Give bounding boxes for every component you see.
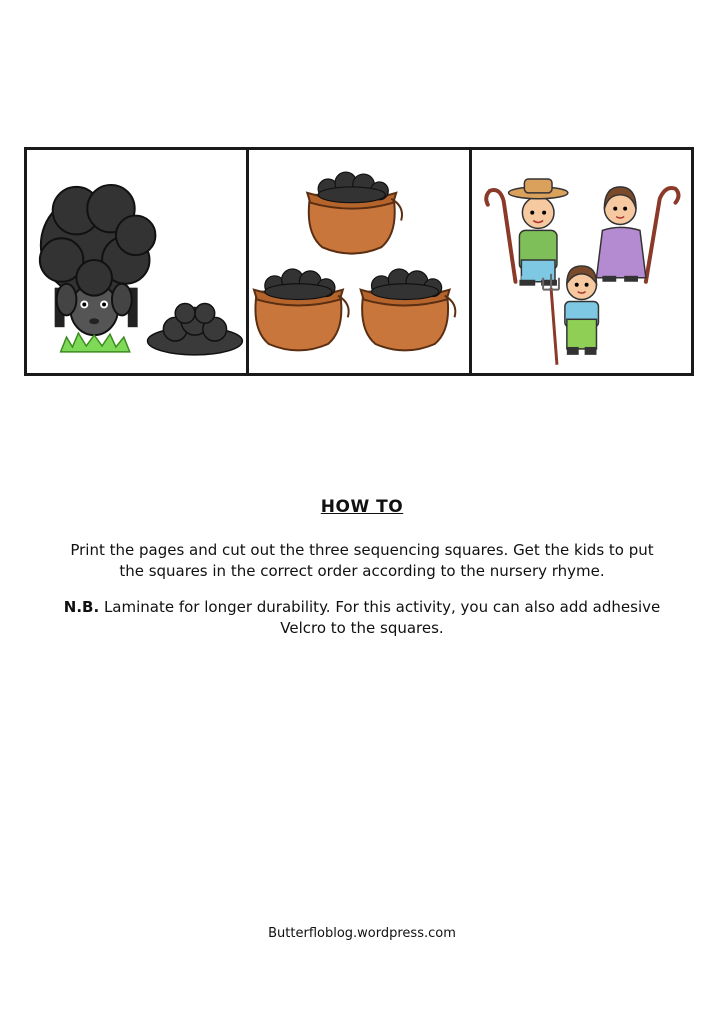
sequencing-cards: [24, 147, 694, 376]
master-dame-little-boy-icon: [472, 150, 691, 373]
black-sheep-eating-grass-icon: [27, 150, 246, 373]
sequencing-card-bags: [249, 150, 471, 373]
footer-website: Butterfloblog.wordpress.com: [268, 926, 456, 941]
howto-title: HOW TO: [320, 497, 404, 517]
sequencing-card-sheep: [27, 150, 249, 373]
note-label: N.B.: [63, 598, 100, 616]
note-paragraph: [60, 597, 664, 639]
three-bags-of-wool-icon: [249, 150, 468, 373]
instructions-paragraph: Print the pages and cut out the three sequencing squares. Get the kids to put the squares in the correct order according to the nursery rhyme.: [70, 541, 654, 580]
note-text: Laminate for longer durability. For this activity, you can also add adhesive Velcro to the squares.: [103, 598, 661, 637]
sequencing-card-people: [472, 150, 691, 373]
